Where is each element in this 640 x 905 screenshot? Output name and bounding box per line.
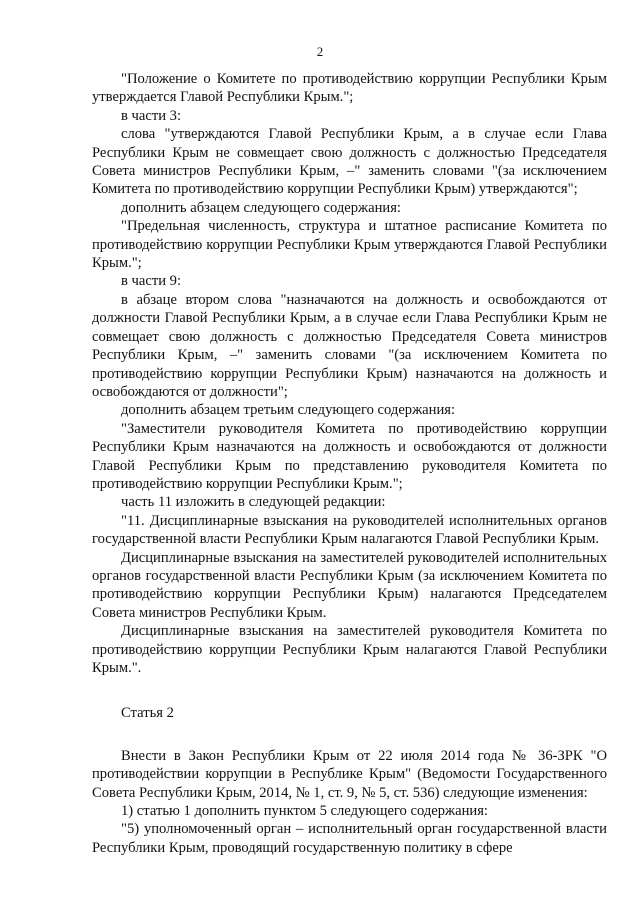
- paragraph: Дисциплинарные взыскания на заместителей руководителей исполнительных органов государственной власти Республики Крым (за исключением Комитета по противодействию коррупции Республики Крым) налагаются Председателем Совета министров Республики Крым.: [92, 549, 607, 621]
- paragraph: "Положение о Комитете по противодействию коррупции Республики Крым утверждается Главой Республики Крым.";: [92, 71, 607, 106]
- paragraph: Внести в Закон Республики Крым от 22 июля 2014 года № 36-ЗРК "О противодействии коррупции в Республике Крым" (Ведомости Государственного Совета Республики Крым, 2014, № 1, ст. 9, № 5, ст. 536) следующие изменения:: [92, 747, 607, 801]
- document-body: [92, 70, 607, 857]
- paragraph: "5) уполномоченный орган – исполнительный орган государственной власти Республики Крым, проводящий государственную политику в сфере: [92, 821, 607, 856]
- paragraph: "11. Дисциплинарные взыскания на руководителей исполнительных органов государственной власти Республики Крым налагаются Главой Республики Крым.: [92, 512, 607, 548]
- paragraph: Дисциплинарные взыскания на заместителей руководителя Комитета по противодействию коррупции Республики Крым налагаются Главой Республики Крым.".: [92, 623, 607, 676]
- page-number: 2: [316, 44, 324, 59]
- paragraph: Статья 2: [121, 705, 174, 722]
- paragraph: "Предельная численность, структура и штатное расписание Комитета по противодействию коррупции Республики Крым утверждаются Главой Республики Крым.";: [92, 218, 607, 272]
- paragraph: в абзаце втором слова "назначаются на должность и освобождаются от должности Главой Республики Крым, а в случае если Глава Республики Крым не совмещает свою должность с должностью Председателя Совета министров Республики Крым, –" заменить словами "(за исключением Комитета по противодействию коррупции Республики Крым) назначаются на должность и освобождаются от должности";: [92, 291, 607, 400]
- paragraph: дополнить абзацем следующего содержания:: [121, 199, 401, 216]
- paragraph: в части 9:: [121, 273, 182, 290]
- paragraph: 1) статью 1 дополнить пунктом 5 следующего содержания:: [121, 803, 488, 820]
- paragraph: дополнить абзацем третьим следующего содержания:: [121, 402, 456, 419]
- paragraph: в части 3:: [121, 107, 182, 124]
- paragraph: слова "утверждаются Главой Республики Крым, а в случае если Глава Республики Крым не совмещает свою должность с должностью Председателя Совета министров Республики Крым, –" заменить словами "(за исключением Комитета по противодействию коррупции Республики Крым) утверждаются";: [92, 126, 607, 198]
- paragraph: часть 11 изложить в следующей редакции:: [121, 494, 386, 511]
- paragraph: "Заместители руководителя Комитета по противодействию коррупции Республики Крым назначаются на должность и освобождаются от должности Главой Республики Крым по представлению руководителя Комитета по противодействию коррупции Республики Крым.";: [92, 420, 607, 492]
